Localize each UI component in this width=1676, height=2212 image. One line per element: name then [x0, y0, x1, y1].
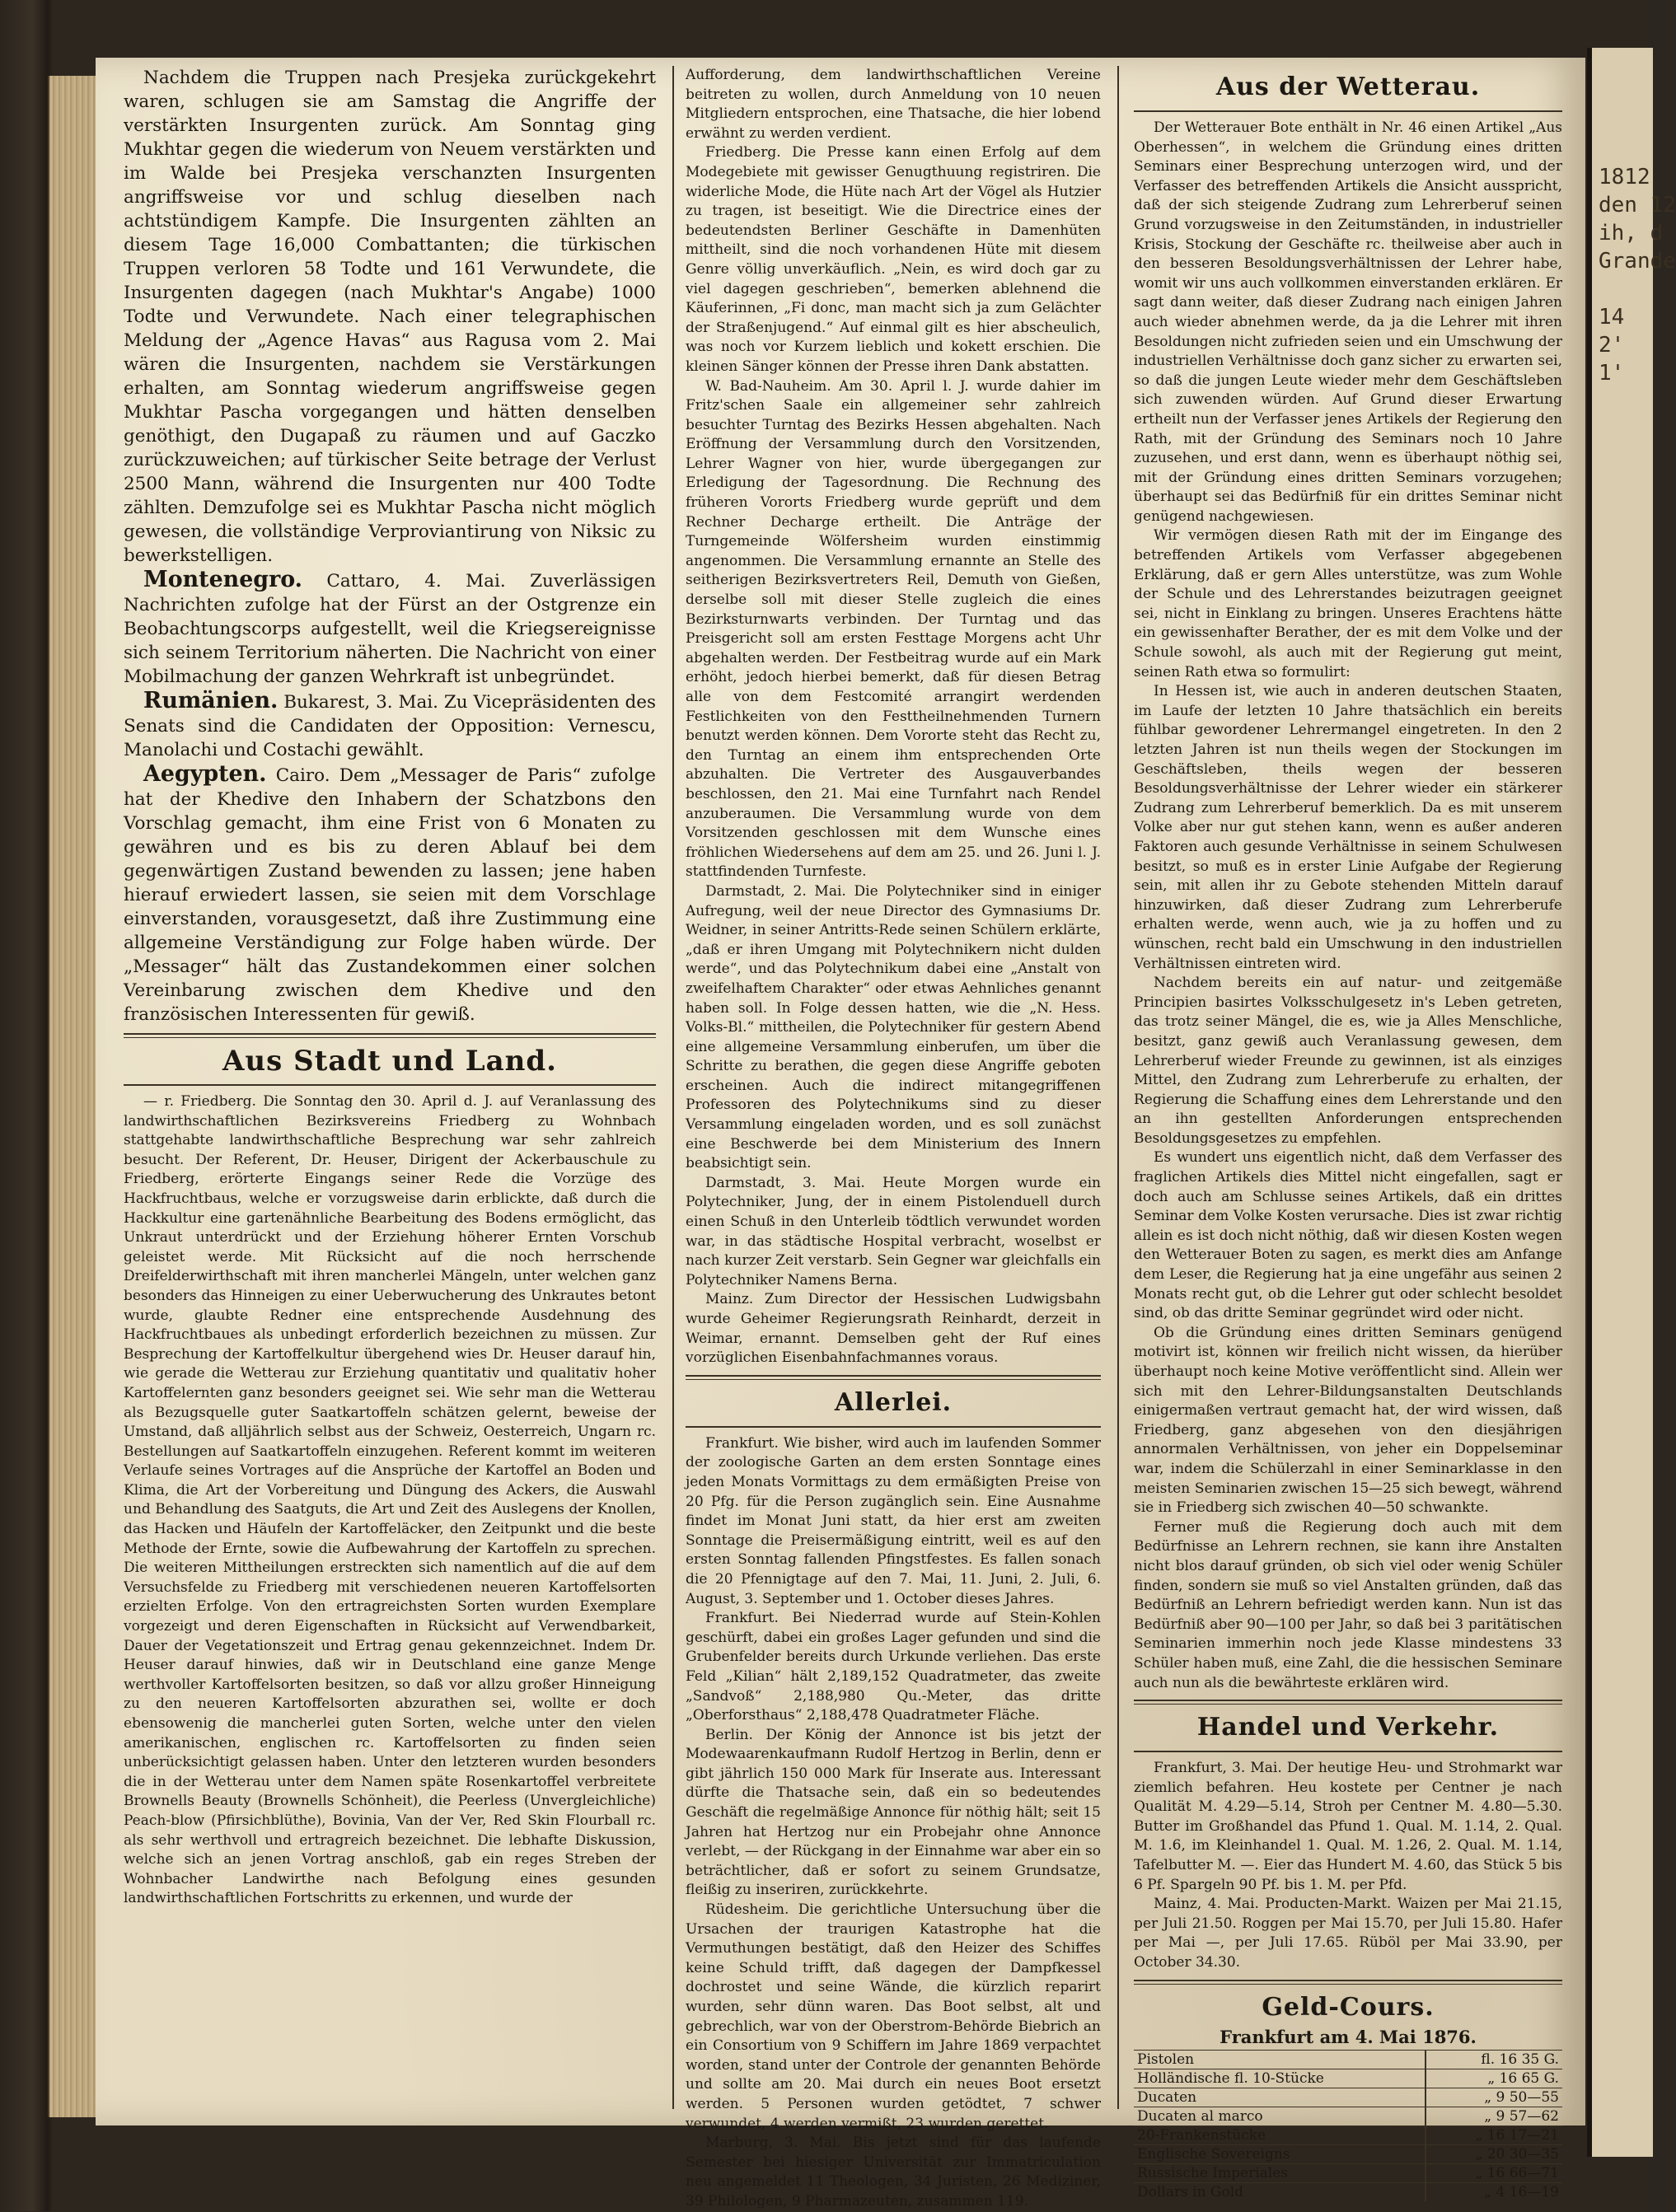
article-text: Frankfurt. Wie bisher, wird auch im laufenden Sommer der zoologische Garten an dem ersten Sonntage eines jeden Monats Vormittags zu dem ermäßigten Preise von 20 Pfg. für die Person zugänglich sein. Eine Ausnahme findet im Monat Juni statt, da hier erst am zweiten Sonntage die Preisermäßigung eintritt, weil es auf den ersten Sonntag fallenden Pfingstfestes. Es fallen sonach die 20 Pfennigtage auf den 7. Mai, 11. Juni, 2. Juli, 6. August, 3. September und 1. October dieses Jahres.	[686, 1434, 1101, 1607]
section-title-stadt-und-land: Aus Stadt und Land.	[222, 1045, 557, 1078]
table-row	[1134, 2107, 1562, 2126]
currency-label: Ducaten	[1134, 2088, 1426, 2107]
article-text: Nachdem bereits ein auf natur- und zeitgemäße Principien basirtes Volksschulgesetz in's Leben getreten, das trotz seiner Mängel, die es, wie ja Alles Menschliche, besitzt, ganz gewiß auch Veranlassung gewesen, dem Lehrerberuf wieder Freunde zu gewinnen, ist als einziges Mittel, den Zudrang zum Lehrerberufe zu erhalten, der Regierung die Schaffung eines dem Lehrerstande und den an ihn gestellten Anforderungen entsprechenden Besoldungsgesetzes zu empfehlen.	[1134, 975, 1562, 1147]
section-rule	[1134, 1700, 1562, 1705]
currency-rate: „ 16 66—71	[1426, 2164, 1562, 2183]
section-rule	[686, 1375, 1101, 1380]
currency-label: Ducaten al marco	[1134, 2107, 1426, 2126]
article-aegypten	[124, 762, 656, 1026]
article-text: Mainz. Zum Director der Hessischen Ludwigsbahn wurde Geheimer Regierungsrath Reinhardt, derzeit in Weimar, ernannt. Demselben geht der Ruf eines vorzüglichen Eisenbahnfachmannes voraus.	[686, 1291, 1101, 1367]
table-row	[1134, 2088, 1562, 2107]
currency-rate: „ 16 65 G.	[1426, 2069, 1562, 2088]
article-text: Frankfurt, 3. Mai. Der heutige Heu- und Strohmarkt war ziemlich befahren. Heu kostete per Centner je nach Qualität M. 4.29—5.14, Stroh per Centner M. 4.80—5.30. Butter im Großhandel das Pfund 1. Qual. M. 1.14, 2. Qual. M. 1.6, im Kleinhandel 1. Qual. M. 1.26, 2. Qual. M. 1.14, Tafelbutter M. —. Eier das Hundert M. 4.60, das Stück 5 bis 6 Pf. Spargeln 90 Pf. bis 1. M. per Pfd.	[1134, 1760, 1562, 1893]
article-text: Marburg, 3. Mai. Bis jetzt sind für das laufende Semester bei hiesiger Universität zur Immatriculation neu angemeldet 11 Theologen, 34 Juristen, 26 Mediziner, 39 Philologen, 9 Pharmazeuten, zusammen 119.	[686, 2135, 1101, 2210]
column-1	[124, 66, 656, 2109]
currency-rate: „ 4 16—19	[1426, 2183, 1562, 2202]
article-text: Cattaro, 4. Mai. Zuverlässigen Nachrichten zufolge hat der Fürst an der Ostgrenze ein Beobachtungscorps aufgestellt, weil die Kriegsereignisse sich seinem Territorium näherten. Die Nachricht von einer Mobilmachung der ganzen Wehrkraft ist unbegründet.	[124, 571, 656, 687]
currency-label: Dollars in Gold	[1134, 2183, 1426, 2202]
article-text: Rüdesheim. Die gerichtliche Untersuchung über die Ursachen der traurigen Katastrophe hat die Vermuthungen bestätigt, daß den Heizer des Schiffes keine Schuld trifft, daß dagegen der Dampfkessel dochrostet und seine Wände, die kürzlich reparirt wurden, sehr dünn waren. Das Boot selbst, alt und gebrechlich, war von der Oberstrom-Behörde Biebrich an ein Consortium von 9 Schiffern im Jahre 1869 verpachtet worden, stand unter der Controle der genannten Behörde und sollte am 20. Mai durch ein neues Boot ersetzt werden. 5 Personen wurden getödtet, 7 schwer verwundet, 4 werden vermißt, 23 wurden gerettet.	[686, 1901, 1101, 2132]
section-rule	[124, 1084, 656, 1086]
section-head-aegypten: Aegypten.	[143, 761, 267, 787]
article-text: Ob die Gründung eines dritten Seminars genügend motivirt ist, können wir freilich nicht wissen, da hierüber überhaupt noch keine Motive veröffentlicht sind. Allein wer sich mit den Lehrer-Bildungsanstalten Deutschlands einigermaßen vertraut gemacht hat, der wird wissen, daß Friedberg, ganz abgesehen von den diesjährigen annormalen Verhältnissen, von jeher ein Doppelseminar war, indem die Schülerzahl in einer Seminarklasse in den meisten Seminarien zwischen 15—25 sich bewegt, während sie in Friedberg sich zwischen 40—50 schwankte.	[1134, 1324, 1562, 1517]
currency-rate: „ 9 57—62	[1426, 2107, 1562, 2126]
section-title-geld-cours: Geld-Cours.	[1262, 1992, 1435, 2022]
section-title-handel-und-verkehr: Handel und Verkehr.	[1196, 1713, 1500, 1742]
article-rumaenien	[124, 689, 656, 762]
section-title-allerlei: Allerlei.	[834, 1387, 953, 1417]
section-rule	[1134, 1980, 1562, 1985]
newspaper-page	[96, 58, 1585, 2210]
adjacent-page-fragment	[1587, 48, 1676, 2157]
table-row	[1134, 2051, 1562, 2069]
currency-label: Russische Imperiales	[1134, 2164, 1426, 2183]
article-text: Friedberg. Die Presse kann einen Erfolg auf dem Modegebiete mit gewisser Genugthuung registriren. Die widerliche Mode, die Hüte nach Art der Vögel als Hutzier zu tragen, ist beseitigt. Wie die Directrice eines der bedeutendsten Berliner Geschäfte in Damenhüten mittheilt, sind die noch vorhandenen Hüte mit diesem Genre völlig unverkäuflich. „Nein, es wird doch gar zu viel dagegen geschrieben“, bemerken ablehnend die Käuferinnen, „Fi donc, man macht sich ja zum Gelächter der Straßenjugend.“ Auf einmal gilt es hier abscheulich, was noch vor Kurzem lieblich und kokett erschien. Die kleinen Sänger können der Presse ihren Dank abstatten.	[686, 144, 1101, 375]
article-text: Es wundert uns eigentlich nicht, daß dem Verfasser des fraglichen Artikels dies Mittel nicht eingefallen, sagt er doch auch am Schlusse seines Artikels, daß ein drittes Seminar dem Volke Kosten verursache. Dies ist zwar richtig allein es ist doch nicht nöthig, daß wir diesen Kosten wegen den Wetterauer Boten zu sagen, es merkt dies am Anfange dem Leser, die Regierung hat ja eine ungefähr aus seinen 2 Monats recht gut, ob die Lehrer gut oder schlecht besoldet sind, ob das dritte Seminar gegründet wird oder nicht.	[1134, 1149, 1562, 1322]
table-row	[1134, 2183, 1562, 2202]
column-2	[686, 66, 1101, 2210]
article-text: Darmstadt, 2. Mai. Die Polytechniker sind in einiger Aufregung, weil der neue Director des Gymnasiums Dr. Weidner, in seiner Antritts-Rede seinen Schülern erklärte, „daß er ihren Umgang mit Polytechnikern nicht dulden werde“, und das Polytechnikum dabei eine „Anstalt von zweifelhaftem Charakter“ oder etwas Aehnliches genannt haben soll. In Folge dessen hatten, wie die „N. Hess. Volks-Bl.“ mittheilen, die Polytechniker für gestern Abend eine allgemeine Versammlung einberufen, um über die Schritte zu berathen, die gegen diese Angriffe geboten erscheinen. Auch die indirect mitangegriffenen Professoren des Polytechnikums sind zu dieser Versammlung eingeladen worden, und es soll zunächst eine Beschwerde bei dem Ministerium des Innern beabsichtigt sein.	[686, 882, 1101, 1172]
geld-cours-date: Frankfurt am 4. Mai 1876.	[1220, 2026, 1477, 2047]
table-row	[1134, 2164, 1562, 2183]
section-title-wetterau: Aus der Wetterau.	[1215, 72, 1481, 101]
section-head-rumaenien: Rumänien.	[143, 688, 279, 713]
article-text: W. Bad-Nauheim. Am 30. April l. J. wurde dahier im Fritz'schen Saale ein allgemeiner sehr zahlreich besuchter Turntag des Bezirks Hessen abgehalten. Nach Eröffnung der Versammlung durch den Vorsitzenden, Lehrer Wagner von hier, wurde übergegangen zur Erledigung der Tagesordnung. Die Rechnung des früheren Vororts Friedberg wurde geprüft und dem Rechner Decharge ertheilt. Die Anträge der Turngemeinde Wölfersheim wurden einstimmig angenommen. Die Versammlung ernannte an Stelle des seitherigen Bezirksvertreters Reil, Demuth von Gießen, derselbe soll mit dieser Stelle zugleich die eines Bezirksturnwarts verbinden. Der Turntag und das Preisgericht soll am ersten Festtage Morgens acht Uhr abgehalten werden. Der Festbeitrag wurde auf ein Mark erhöht, jedoch hierbei bemerkt, daß für diesen Betrag alle von dem Festcomité arrangirt werdenden Festlichkeiten von den Festtheilnehmenden Turnern benutzt werden können. Dem Vororte steht das Recht zu, den Turntag an einem ihm entsprechenden Orte abzuhalten. Die Vertreter des Ausgauverbandes beschlossen, den 21. Mai eine Turnfahrt nach Rendel anzuberaumen. Die Versammlung wurde von dem Vorsitzenden geschlossen mit dem Wunsche eines fröhlichen Wiedersehens auf dem am 25. und 26. Juni l. J. stattfindenden Turnfeste.	[686, 377, 1101, 881]
article-text: Ferner muß die Regierung doch auch mit dem Bedürfnisse an Lehrern rechnen, sie kann ihre Anstalten nicht blos darauf gründen, ob sich viel oder wenig Schüler finden, sondern sie muß so viel Anstalten gründen, daß das Bedürfniß an Lehrern befriedigt werden kann. Nun ist das Bedürfniß aber 90—100 per Jahr, so daß bei 3 paritätischen Seminarien immerhin noch jede Klasse mindestens 33 Schüler haben muß, eine Zahl, die die hessischen Seminare auch nun als die bewährteste erklären wird.	[1134, 1518, 1562, 1691]
currency-label: 20-Frankenstücke	[1134, 2126, 1426, 2145]
article-text: Frankfurt. Bei Niederrad wurde auf Stein-Kohlen geschürft, dabei ein großes Lager gefunden und sind die Grubenfelder bereits durch Urkunde verliehen. Das erste Feld „Kilian“ hält 2,189,152 Quadratmeter, das zweite „Sandvoß“ 2,188,980 Qu.-Meter, das dritte „Oberforsthaus“ 2,188,478 Quadratmeter Fläche.	[686, 1610, 1101, 1724]
table-row	[1134, 2145, 1562, 2164]
column-divider	[1117, 66, 1119, 2109]
table-row	[1134, 2069, 1562, 2088]
article-text: Berlin. Der König der Annonce ist bis jetzt der Modewaarenkaufmann Rudolf Hertzog in Berlin, denn er gibt jährlich 150 000 Mark für Inserate aus. Interessant dürfte die Thatsache sein, daß ein so bedeutendes Geschäft die regelmäßige Annonce für nöthig hält; seit 15 Jahren hat Hertzog nur ein Probejahr ohne Annonce verlebt, — der Rückgang in der Einnahme war aber ein so beträchtlicher, daß er sofort zu seinem Grundsatze, fleißig zu inseriren, zurückkehrte.	[686, 1726, 1101, 1899]
currency-label: Pistolen	[1134, 2051, 1426, 2069]
article-text: In Hessen ist, wie auch in anderen deutschen Staaten, im Laufe der letzten 10 Jahre thatsächlich ein bereits fühlbar gewordener Lehrermangel eingetreten. In den 2 letzten Jahren ist nun theils wegen der Stockungen im Geschäftsleben, theils wegen der besseren Besoldungsverhältnisse der Lehrer wieder ein stärkerer Zudrang zum Lehrerberuf bemerklich. Da es mit unserem Volke aber nur gut stehen kann, wenn es außer anderen Faktoren auch gesunde Verhältnisse in seinem Schulwesen besitzt, so muß es in erster Linie Aufgabe der Regierung sein, mit allen ihr zu Gebote stehenden Mitteln darauf hinzuwirken, daß dieser Zudrang zum Lehrerberufe erhalten werde, wenn auch, wie ja zu hoffen und zu wünschen, recht bald ein Umschwung in den industriellen Verhältnissen eintreten wird.	[1134, 683, 1562, 972]
section-rule	[1134, 110, 1562, 112]
currency-rate: „ 16 17—21	[1426, 2126, 1562, 2145]
column-3	[1134, 66, 1562, 2201]
currency-label: Englische Sovereigns	[1134, 2145, 1426, 2164]
article-text: Aufforderung, dem landwirthschaftlichen Vereine beitreten zu wollen, durch Anmeldung von 10 neuen Mitgliedern entsprochen, eine Thatsache, die hier lobend erwähnt zu werden verdient.	[686, 67, 1101, 142]
article-text: Mainz, 4. Mai. Producten-Markt. Waizen per Mai 21.15, per Juli 21.50. Roggen per Mai 15.70, per Juli 15.80. Hafer per Mai —, per Juli 17.65. Rüböl per Mai 33.90, per October 34.30.	[1134, 1896, 1562, 1971]
article-text: Nachdem die Truppen nach Presjeka zurückgekehrt waren, schlugen sie am Samstag die Angriffe der verstärkten Insurgenten zurück. Am Sonntag ging Mukhtar gegen die wiederum von Neuem verstärkten und im Walde bei Presjeka verschanzten Insurgenten angriffsweise vor und schlug dieselben nach achtstündigem Kampfe. Die Insurgenten zählten an diesem Tage 16,000 Combattanten; die türkischen Truppen verloren 58 Todte und 161 Verwundete, die Insurgenten dagegen (nach Mukhtar's Angabe) 1000 Todte und Verwundete. Nach einer telegraphischen Meldung der „Agence Havas“ aus Ragusa vom 2. Mai wären die Insurgenten, nachdem sie Verstärkungen erhalten, am Sonntag wiederum angriffsweise gegen Mukhtar Pascha vorgegangen und hätten denselben genöthigt, den Dugapaß zu räumen und auf Gaczko zurückzuweichen; auf türkischer Seite betrage der Verlust 2500 Mann, während die Insurgenten nur 400 Todte zählten. Demzufolge sei es Mukhtar Pascha nicht möglich gewesen, die vollständige Verproviantirung von Niksic zu bewerkstelligen.	[124, 68, 656, 566]
exchange-rate-table	[1134, 2050, 1562, 2201]
adjacent-page-text: 1812 den 12 ih, d Grande 14 2' 1'	[1599, 165, 1676, 386]
article-text: Cairo. Dem „Messager de Paris“ zufolge hat der Khedive den Inhabern der Schatzbons den Vorschlag gemacht, ihm eine Frist von 6 Monaten zu gewähren und es bis zu deren Ablauf bei dem gegenwärtigen Zustand bewenden zu lassen; jene haben hierauf erwiedert lassen, sie seien mit dem Vorschlage einverstanden, vorausgesetzt, daß ihre Zustimmung eine allgemeine Verständigung zur Folge haben würde. Der „Messager“ hält das Zustandekommen einer solchen Vereinbarung zwischen dem Khedive und den französischen Interessenten für gewiß.	[124, 765, 656, 1025]
article-text: Darmstadt, 3. Mai. Heute Morgen wurde ein Polytechniker, Jung, der in einem Pistolenduell durch einen Schuß in den Unterleib tödtlich verwundet worden war, in das städtische Hospital verbracht, woselbst er nach kurzer Zeit verstarb. Sein Gegner war gleichfalls ein Polytechniker Namens Berna.	[686, 1174, 1101, 1288]
article-text: Bukarest, 3. Mai. Zu Vicepräsidenten des Senats sind die Candidaten der Opposition: Vernescu, Manolachi und Costachi gewählt.	[124, 692, 656, 760]
book-page-edges	[48, 76, 97, 2117]
table-row	[1134, 2126, 1562, 2145]
article-text: Der Wetterauer Bote enthält in Nr. 46 einen Artikel „Aus Oberhessen“, in welchem die Gründung eines dritten Seminars einer Besprechung unterzogen wird, und der Verfasser des betreffenden Artikels die Ansicht ausspricht, daß der sich steigende Zudrang zum Lehrerberuf seinen Grund vorzugsweise in den Zeitumständen, in industrieller Krisis, Stockung der Geschäfte rc. theilweise aber auch in den besseren Besoldungsverhältnissen der Lehrer habe, womit wir uns auch vollkommen einverstanden erklären. Er sagt dann weiter, daß dieser Zudrang nach einigen Jahren auch wieder abnehmen werde, da ja die Lehrer mit ihren Besoldungen nicht zufrieden seien und ein Umschwung der industriellen Verhältnisse doch ganz sicher zu erwarten sei, so daß die jungen Leute wieder mehr dem Geschäftsleben sich zuwenden würden. Auf Grund dieser Erwartung ertheilt nun der Verfasser jenes Artikels der Regierung den Rath, mit der Gründung des Seminars noch 10 Jahre zuzusehen, und erst dann, wenn es überhaupt nöthig sei, mit der Gründung eines dritten Seminars vorzugehen; überhaupt sei das Bedürfniß für ein drittes Seminar nicht genügend nachgewiesen.	[1134, 119, 1562, 525]
currency-label: Holländische fl. 10-Stücke	[1134, 2069, 1426, 2088]
section-rule	[124, 1033, 656, 1038]
currency-rate: „ 20 30—35	[1426, 2145, 1562, 2164]
article-montenegro	[124, 568, 656, 689]
column-divider	[672, 66, 674, 2109]
currency-rate: fl. 16 35 G.	[1426, 2051, 1562, 2069]
section-rule	[1134, 1751, 1562, 1752]
currency-rate: „ 9 50—55	[1426, 2088, 1562, 2107]
section-head-montenegro: Montenegro.	[143, 567, 303, 592]
article-text: Wir vermögen diesen Rath mit der im Eingange des betreffenden Artikels vom Verfasser abgegebenen Erklärung, daß er gern Alles unterstütze, was zum Wohle der Schule und des Lehrerstandes beizutragen geeignet sei, nicht in Einklang zu bringen. Unseres Erachtens hätte ein gewissenhafter Berather, der es mit dem Volke und der Schule sowohl, als auch mit der Regierung gut meint, seinen Rath etwa so formulirt:	[1134, 527, 1562, 680]
section-rule	[686, 1426, 1101, 1428]
article-text: — r. Friedberg. Die Sonntag den 30. April d. J. auf Veranlassung des landwirthschaftlichen Bezirksvereins Friedberg zu Wohnbach stattgehabte landwirthschaftliche Besprechung war sehr zahlreich besucht. Der Referent, Dr. Heuser, Dirigent der Ackerbauschule zu Friedberg, erörterte Eingangs seiner Rede die Vorzüge des Hackfruchtbaus, welche er vorzugsweise darin erblickte, daß durch die Hackkultur eine gartenähnliche Bearbeitung des Bodens ermöglicht, das Unkraut unterdrückt und der Erziehung höherer Ernten Vorschub geleistet werde. Mit Rücksicht auf die noch herrschende Dreifelderwirthschaft mit ihren mancherlei Mängeln, unter welchen ganz besonders das Hinneigen zu einer Ueberwucherung des Unkrautes betont wurde, glaubte Redner eine entsprechende Ausdehnung des Hackfruchtbaues als unbedingt erforderlich bezeichnen zu müssen. Zur Besprechung der Kartoffelkultur übergehend wies Dr. Heuser darauf hin, wie gerade die Wetterau zur Erziehung quantitativ und qualitativ hoher Kartoffelernten ganz besonders geeignet sei. Wie sehr man die Wetterau als Bezugsquelle guter Saatkartoffeln schätzen gelernt, beweise der Umstand, daß alljährlich selbst aus der Schweiz, Oesterreich, Ungarn rc. Bestellungen auf Saatkartoffeln einzugehen. Referent kommt im weiteren Verlaufe seines Vortrages auf die Ansprüche der Kartoffel an Boden und Klima, die Art der Vorbereitung und Düngung des Ackers, die Auswahl und Behandlung des Saatguts, die Art und Zeit des Auslegens der Knollen, das Hacken und Häufeln der Kartoffeläcker, den Zeitpunkt und die beste Methode der Ernte, sowie die Aufbewahrung der Kartoffeln zu sprechen. Die weiteren Mittheilungen erstreckten sich namentlich auf die auf dem Versuchsfelde zu Friedberg mit verschiedenen neueren Kartoffelsorten erzielten Erfolge. Von den ertragreichsten Sorten wurden Exemplare vorgezeigt und deren Eigenschaften in Rücksicht auf Verwendbarkeit, Dauer der Vegetationszeit und Ertrag genau gekennzeichnet. Indem Dr. Heuser darauf hinwies, daß wir in Deutschland eine ganze Menge werthvoller Kartoffelsorten besitzen, so daß vor allzu großer Hinneigung zu den neueren Kartoffelsorten abzurathen sei, wollte er doch ebensowenig die mancherlei guten Sorten, welche unter den vielen amerikanischen, englischen rc. Kartoffelsorten zu finden seien unberücksichtigt gelassen haben. Unter den letzteren wurden besonders die in der Wetterau unter dem Namen späte Rosenkartoffel verbreitete Brownells Beauty (Brownells Schönheit), die Peerless (Unvergleichliche) Peach-blow (Pfirsichblüthe), Bovinia, Van der Ver, Red Skin Flourball rc. als sehr werthvoll und ertragreich bezeichnet. Die lebhafte Diskussion, welche sich an jenen Vortrag anschloß, gab ein reges Streben der Wohnbacher Landwirthe nach Befolgung eines gesunden landwirthschaftlichen Fortschritts zu erkennen, und wurde der	[124, 1093, 656, 1907]
